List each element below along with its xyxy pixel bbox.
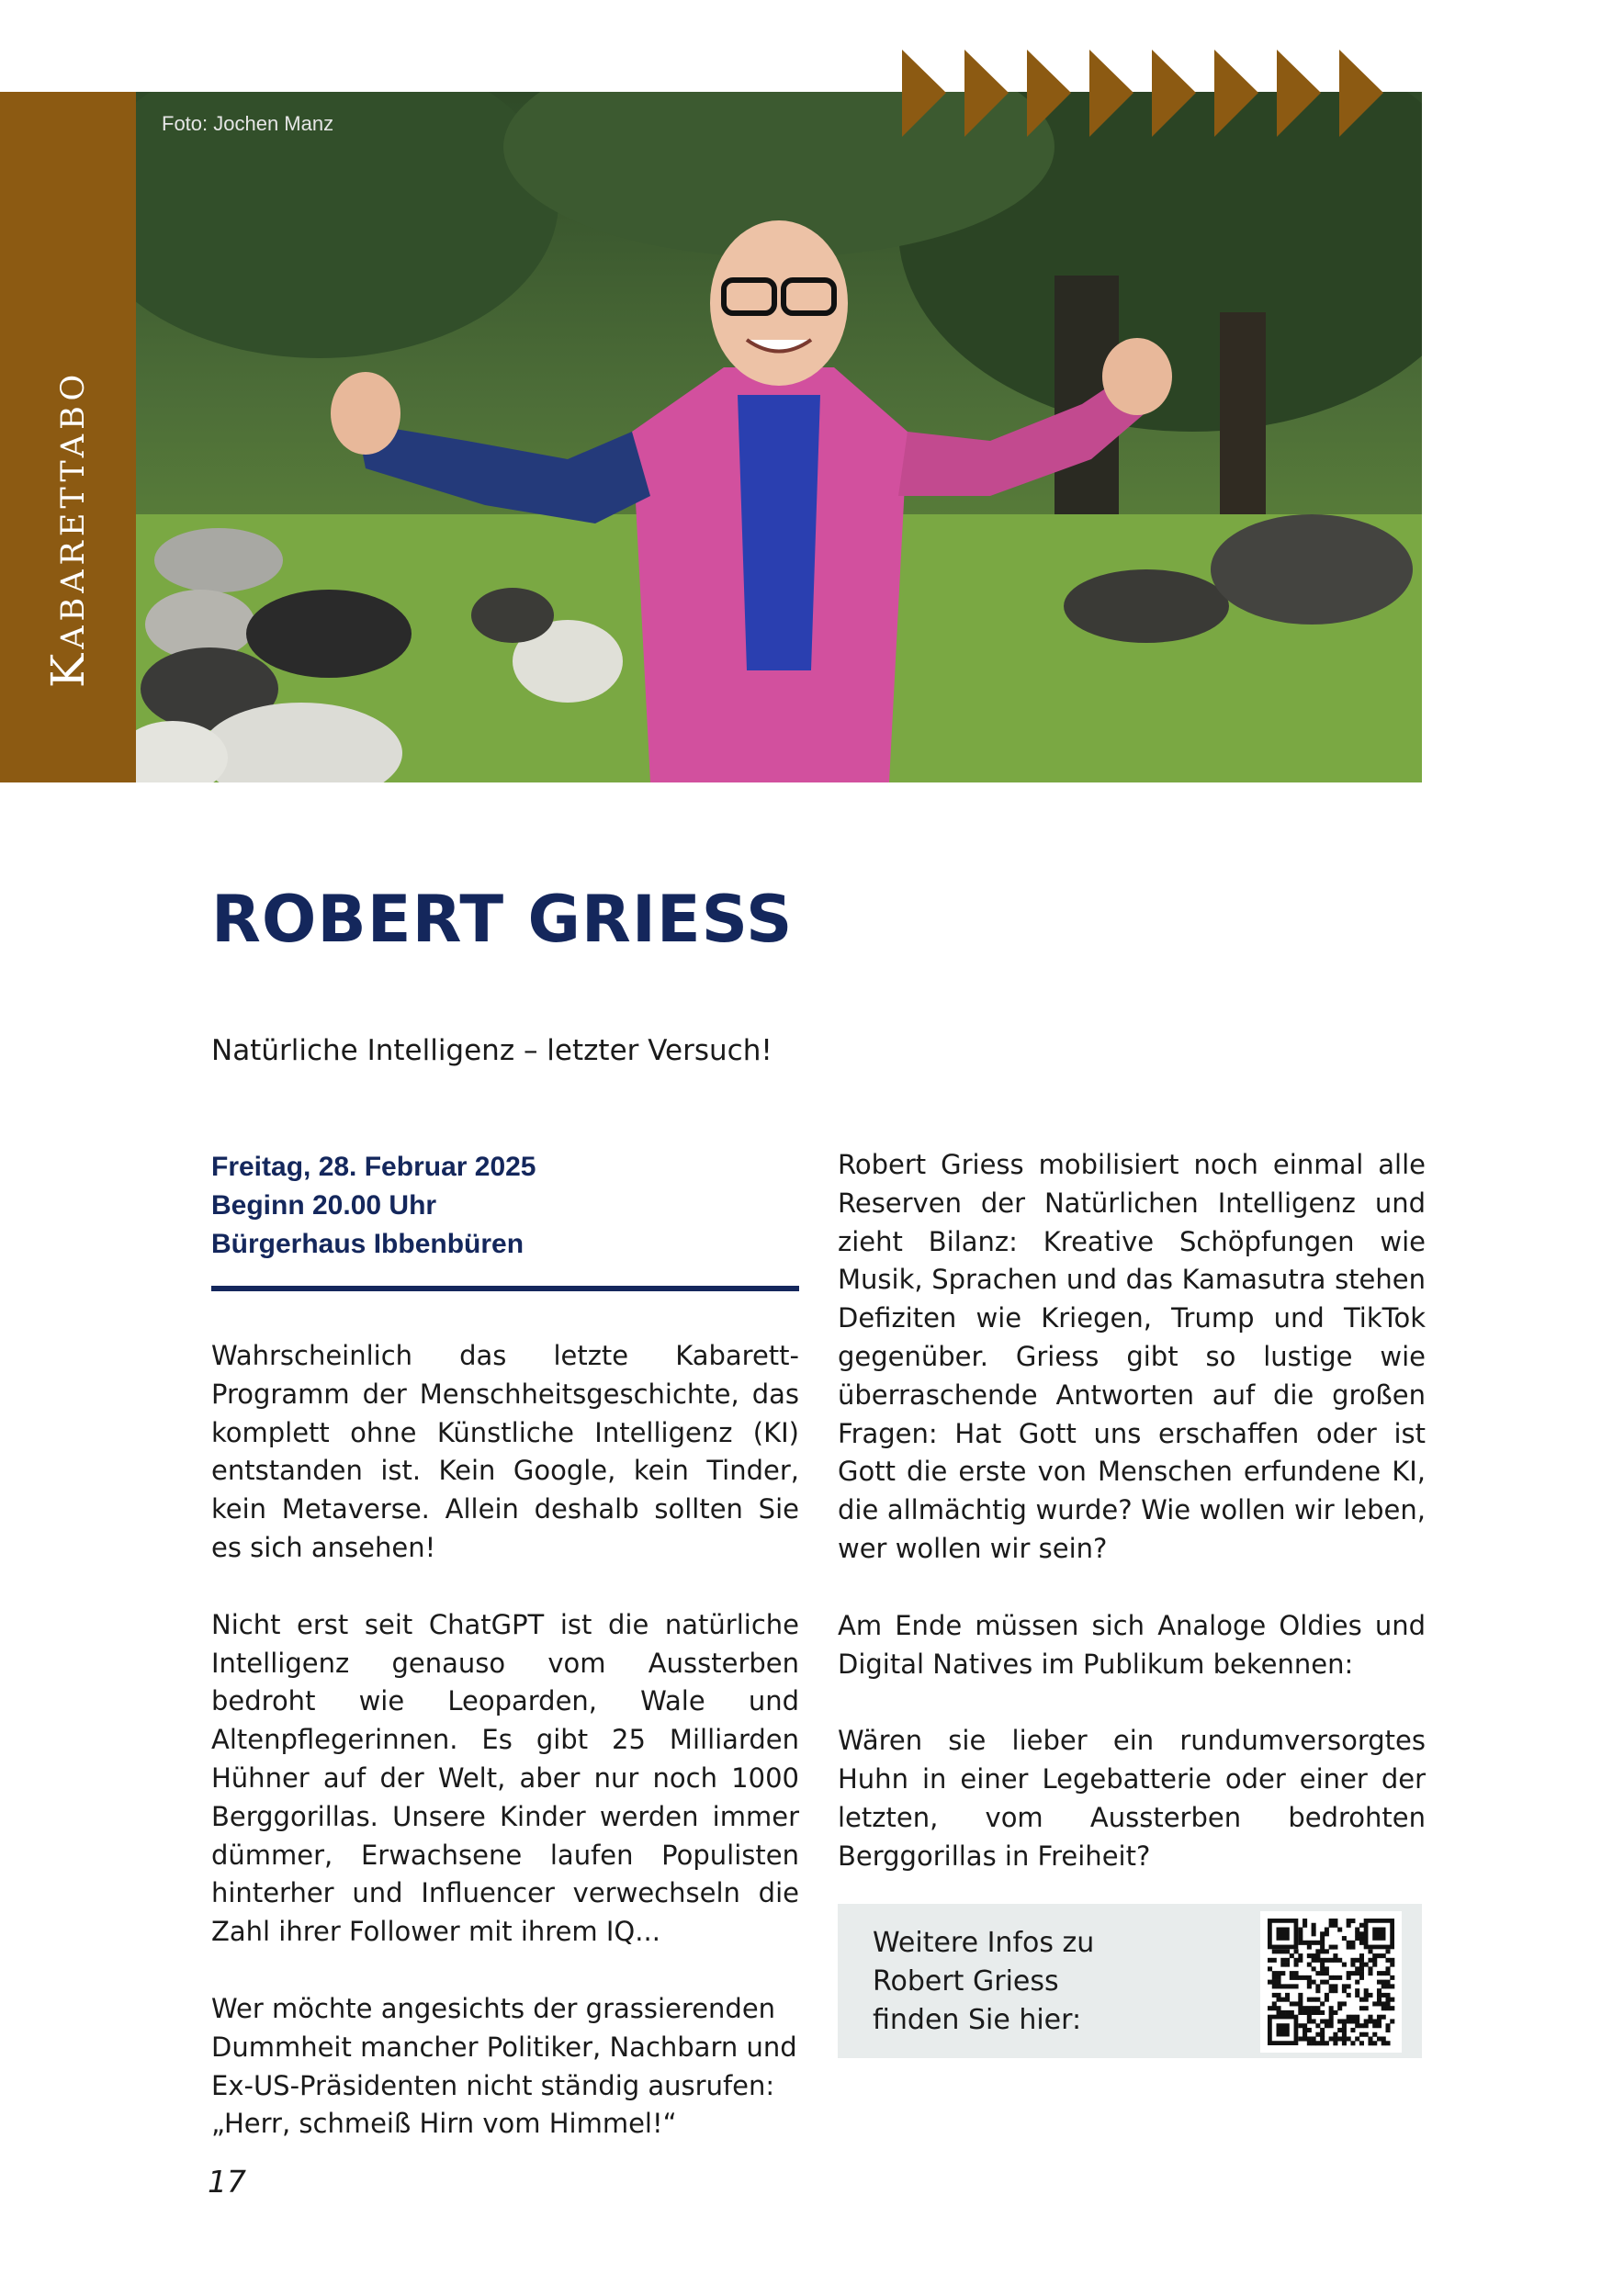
qr-code-graphic: [1260, 1911, 1402, 2053]
right-column: [838, 1146, 1426, 1915]
event-date: Freitag, 28. Februar 2025: [211, 1152, 536, 1182]
info-line: Robert Griess: [873, 1965, 1059, 1998]
paragraph: Nicht erst seit ChatGPT ist die natürliche Intelligenz genauso vom Aussterben bedroht wie Leoparden, Wale und Altenpflegerinnen. Es gibt 25 Milliarden Hühner auf der Welt, aber nur noch 1000 Berggorillas. Unsere Kinder werden immer dümmer, Erwachsene laufen Populisten hinterher und Influencer verwechseln die Zahl ihrer Follower mit ihrem IQ...: [211, 1608, 799, 1948]
chevron-right-icon: [902, 50, 1398, 137]
paragraph: Wären sie lieber ein rundumversorgtes Huhn in einer Legebatterie oder einer der letzten, vom Aussterben bedrohten Berggorillas in Freiheit?: [838, 1725, 1426, 1872]
paragraph: Wahrscheinlich das letzte Kabarett-Programm der Menschheitsgeschichte, das komplett ohne Künstliche Intelligenz (KI) entstanden ist. Kein Google, kein Tinder, kein Metaverse. Allein deshalb sollten Sie es sich ansehen!: [211, 1340, 799, 1563]
page-number: 17: [208, 2164, 246, 2200]
info-text: [873, 1924, 1094, 2040]
qr-code-icon[interactable]: [1260, 1911, 1402, 2053]
paragraph: Robert Griess mobilisiert noch einmal alle Reserven der Natürlichen Intelligenz und zieht Bilanz: Kreative Schöpfungen wie Musik, Sprachen und das Kamasutra stehen Defiziten wie Kriegen, Trump und TikTok gegenüber. Griess gibt so lustige wie überraschende Antworten auf die großen Fragen: Hat Gott uns erschaffen oder ist Gott die erste von Menschen erfundene KI, die allmächtig wurde? Wie wollen wir leben, wer wollen wir sein?: [838, 1149, 1426, 1564]
hero-photo-illustration: [136, 92, 1422, 782]
event-details: [211, 1148, 799, 1264]
left-column: [211, 1337, 799, 2182]
program-subtitle: Natürliche Intelligenz – letzter Versuch!: [211, 1034, 773, 1067]
event-time: Beginn 20.00 Uhr: [211, 1190, 437, 1221]
info-line: finden Sie hier:: [873, 2004, 1082, 2036]
section-label: Kabarettabo: [41, 369, 95, 689]
event-venue: Bürgerhaus Ibbenbüren: [211, 1229, 524, 1259]
paragraph: Wer möchte angesichts der grassierenden Dummheit mancher Politiker, Nachbarn und Ex-US-Präsidenten nicht ständig ausrufen: „Herr, schmeiß Hirn vom Himmel!“: [211, 1992, 797, 2140]
photo-credit: Foto: Jochen Manz: [162, 112, 334, 135]
section-sidebar: [0, 92, 136, 782]
info-box: [838, 1904, 1422, 2058]
hero-photo: [136, 92, 1422, 782]
divider: [211, 1286, 799, 1291]
page-title: ROBERT GRIESS: [211, 882, 794, 957]
paragraph: Am Ende müssen sich Analoge Oldies und Digital Natives im Publikum bekennen:: [838, 1609, 1426, 1680]
info-line: Weitere Infos zu: [873, 1927, 1095, 1959]
